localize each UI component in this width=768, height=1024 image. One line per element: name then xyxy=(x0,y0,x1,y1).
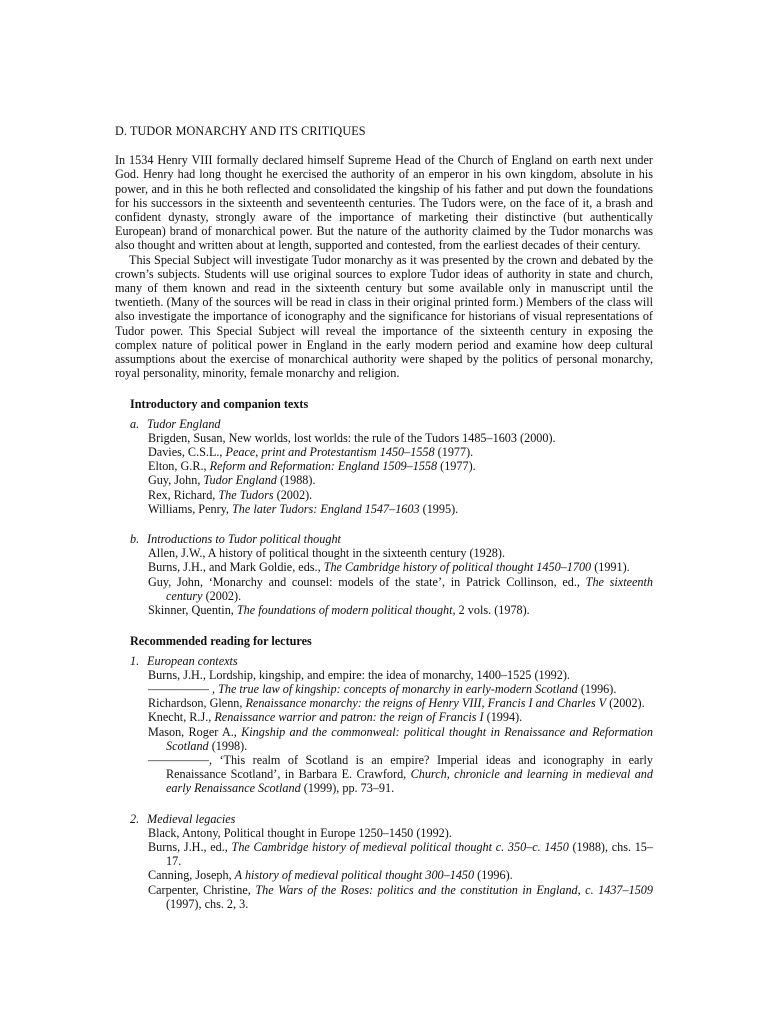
bibliography-entry xyxy=(148,488,653,502)
bibliography-entry xyxy=(148,710,653,724)
intro-paragraph: In 1534 Henry VIII formally declared himself Supreme Head of the Church of England on earth next under God. Henry had long thought he exercised the authority of an emperor in his own kingdom, absolute in his power, and in this he both reflected and consolidated the kingship of his father and put down the foundations for his successors in the sixteenth and seventeenth centuries. The Tudors were, on the face of it, a brash and confident dynasty, strongly aware of the importance of marketing their distinctive (but authentically European) brand of monarchical power. But the nature of the authority claimed by the Tudor monarchs was also thought and written about at length, supported and contested, from the earliest decades of their century. xyxy=(115,153,653,253)
entry-text: (1977). xyxy=(437,459,476,474)
entry-text: Burns, J.H., and Mark Goldie, eds., xyxy=(148,560,324,575)
group-title-text: Tudor England xyxy=(147,416,221,431)
bibliography-entry xyxy=(148,883,653,911)
entry-text: Mason, Roger A., xyxy=(148,724,242,739)
entry-text: Carpenter, Christine, xyxy=(148,882,256,897)
bibliography-entry xyxy=(148,603,653,617)
bibliography-entry xyxy=(148,668,653,682)
entry-text: (1996). xyxy=(474,868,513,883)
entry-title: Reform and Reformation: England 1509–1558 xyxy=(209,459,438,474)
group-label: 2. xyxy=(130,811,140,826)
group-label: a. xyxy=(130,416,140,431)
entry-text: Guy, John, xyxy=(148,473,204,488)
bibliography-entry xyxy=(148,682,653,696)
bibliography-entry xyxy=(148,696,653,710)
bibliography-entry xyxy=(148,868,653,882)
entry-text: Richardson, Glenn, xyxy=(148,696,246,711)
entry-title: Peace, print and Protestantism 1450–1558 xyxy=(225,445,435,460)
entry-text: (1991). xyxy=(591,560,630,575)
group-title-text: Medieval legacies xyxy=(147,811,236,826)
entry-text: (2002). xyxy=(202,588,242,603)
entry-text: (2002). xyxy=(606,696,645,711)
intro-paragraph: This Special Subject will investigate Tudor monarchy as it was presented by the crown and debated by the crown’s subjects. Students will use original sources to explore Tudor ideas of authority in state and church, many of them known and read in the sixteenth century but some available only in manuscript until the twentieth. (Many of the sources will be read in class in their original printed form.) Members of the class will also investigate the importance of iconography and the significance for historians of visual representations of Tudor power. This Special Subject will reveal the importance of the sixteenth century in exposing the complex nature of political power in England in the early modern period and examine how deep cultural assumptions about the exercise of monarchical authority were shaped by the politics of personal monarchy, royal personality, minority, female monarchy and religion. xyxy=(115,252,653,381)
group-title-text: European contexts xyxy=(147,653,238,668)
entry-title: The Cambridge history of political thought 1450–1700 xyxy=(323,560,592,575)
entry-text: (1998). xyxy=(208,738,248,753)
entry-text: Burns, J.H., Lordship, kingship, and empire: the idea of monarchy, 1400–1525 (1992). xyxy=(148,667,570,682)
entry-text: , 2 vols. (1978). xyxy=(452,603,530,618)
entry-text: Brigden, Susan, New worlds, lost worlds: the rule of the Tudors 1485–1603 (2000). xyxy=(148,430,556,445)
entry-text: Canning, Joseph, xyxy=(148,868,235,883)
entry-title: The Wars of the Roses: politics and the constitution in England, c. 1437–1509 xyxy=(255,882,653,897)
entry-title: The later Tudors: England 1547–1603 xyxy=(232,501,420,516)
group-title xyxy=(130,654,653,668)
bibliography-entry xyxy=(148,753,653,796)
entry-text: Burns, J.H., ed., xyxy=(148,839,232,854)
group-label: 1. xyxy=(130,653,140,668)
reading-group xyxy=(130,812,653,911)
group-title xyxy=(130,417,653,431)
entry-title: A history of medieval political thought 300–1450 xyxy=(234,868,475,883)
group-title-text: Introductions to Tudor political thought xyxy=(147,532,341,547)
entry-title: Church, chronicle and learning in medieval and early Renaissance Scotland xyxy=(166,767,653,796)
entry-title: Tudor England xyxy=(203,473,277,488)
entry-text: (1988), chs. 15–17. xyxy=(166,839,653,869)
entry-text: Davies, C.S.L., xyxy=(148,445,226,460)
entry-text: Knecht, R.J., xyxy=(148,710,215,725)
entry-text: (1999), pp. 73–91. xyxy=(300,781,395,796)
bibliography-entry xyxy=(148,840,653,868)
bibliography-entry xyxy=(148,431,653,445)
intro-text xyxy=(115,153,653,380)
entry-text: —————, ‘This realm of Scotland is an empire? Imperial ideas and iconography in early Renaissance Scotland’, in Barbara E. Crawford, xyxy=(148,752,653,782)
entry-text: (1995). xyxy=(419,501,459,516)
group-label: b. xyxy=(130,532,140,547)
entry-title: The Cambridge history of medieval political thought c. 350–c. 1450 xyxy=(231,839,569,854)
reading-group xyxy=(130,532,653,617)
bibliography-entry xyxy=(148,445,653,459)
entry-text: Black, Antony, Political thought in Europe 1250–1450 (1992). xyxy=(148,825,452,840)
bibliography-entry xyxy=(148,546,653,560)
bibliography-entry xyxy=(148,575,653,603)
group-title xyxy=(130,532,653,546)
entry-text: (1977). xyxy=(434,445,474,460)
section-heading: Introductory and companion texts xyxy=(130,397,309,412)
entry-text: (1996). xyxy=(577,681,617,696)
bibliography-entry xyxy=(148,560,653,574)
document-page xyxy=(115,124,653,911)
entry-title: The sixteenth century xyxy=(166,574,653,603)
entry-text: (1997), chs. 2, 3. xyxy=(166,896,249,911)
entry-title: The foundations of modern political thought xyxy=(236,603,453,618)
bibliography-entry xyxy=(148,725,653,753)
reading-list xyxy=(115,397,653,911)
reading-group xyxy=(130,654,653,796)
entry-title: Renaissance warrior and patron: the reign of Francis I xyxy=(214,710,484,725)
bibliography-entry xyxy=(148,473,653,487)
entry-text: (1994). xyxy=(483,710,523,725)
entry-text: (2002). xyxy=(273,487,313,502)
entry-title: The true law of kingship: concepts of monarchy in early-modern Scotland xyxy=(218,681,578,696)
reading-group xyxy=(130,417,653,516)
bibliography-entry xyxy=(148,502,653,516)
entry-title: Renaissance monarchy: the reigns of Henry VIII, Francis I and Charles V xyxy=(245,696,607,711)
section-title: D. TUDOR MONARCHY AND ITS CRITIQUES xyxy=(115,124,366,138)
group-title xyxy=(130,812,653,826)
entry-title: The Tudors xyxy=(218,487,274,502)
entry-text: Williams, Penry, xyxy=(148,501,233,516)
entry-text: ————— , xyxy=(148,681,219,696)
entry-text: Rex, Richard, xyxy=(148,487,219,502)
entry-title: Kingship and the commonweal: political thought in Renaissance and Reformation Scotland xyxy=(166,724,653,753)
entry-text: Allen, J.W., A history of political thought in the sixteenth century (1928). xyxy=(148,546,505,561)
bibliography-entry xyxy=(148,459,653,473)
bibliography-entry xyxy=(148,826,653,840)
entry-text: (1988). xyxy=(276,473,316,488)
entry-text: Elton, G.R., xyxy=(148,459,210,474)
section-heading: Recommended reading for lectures xyxy=(130,634,312,649)
entry-text: Skinner, Quentin, xyxy=(148,603,237,618)
entry-text: Guy, John, ‘Monarchy and counsel: models of the state’, in Patrick Collinson, ed., xyxy=(148,574,586,589)
